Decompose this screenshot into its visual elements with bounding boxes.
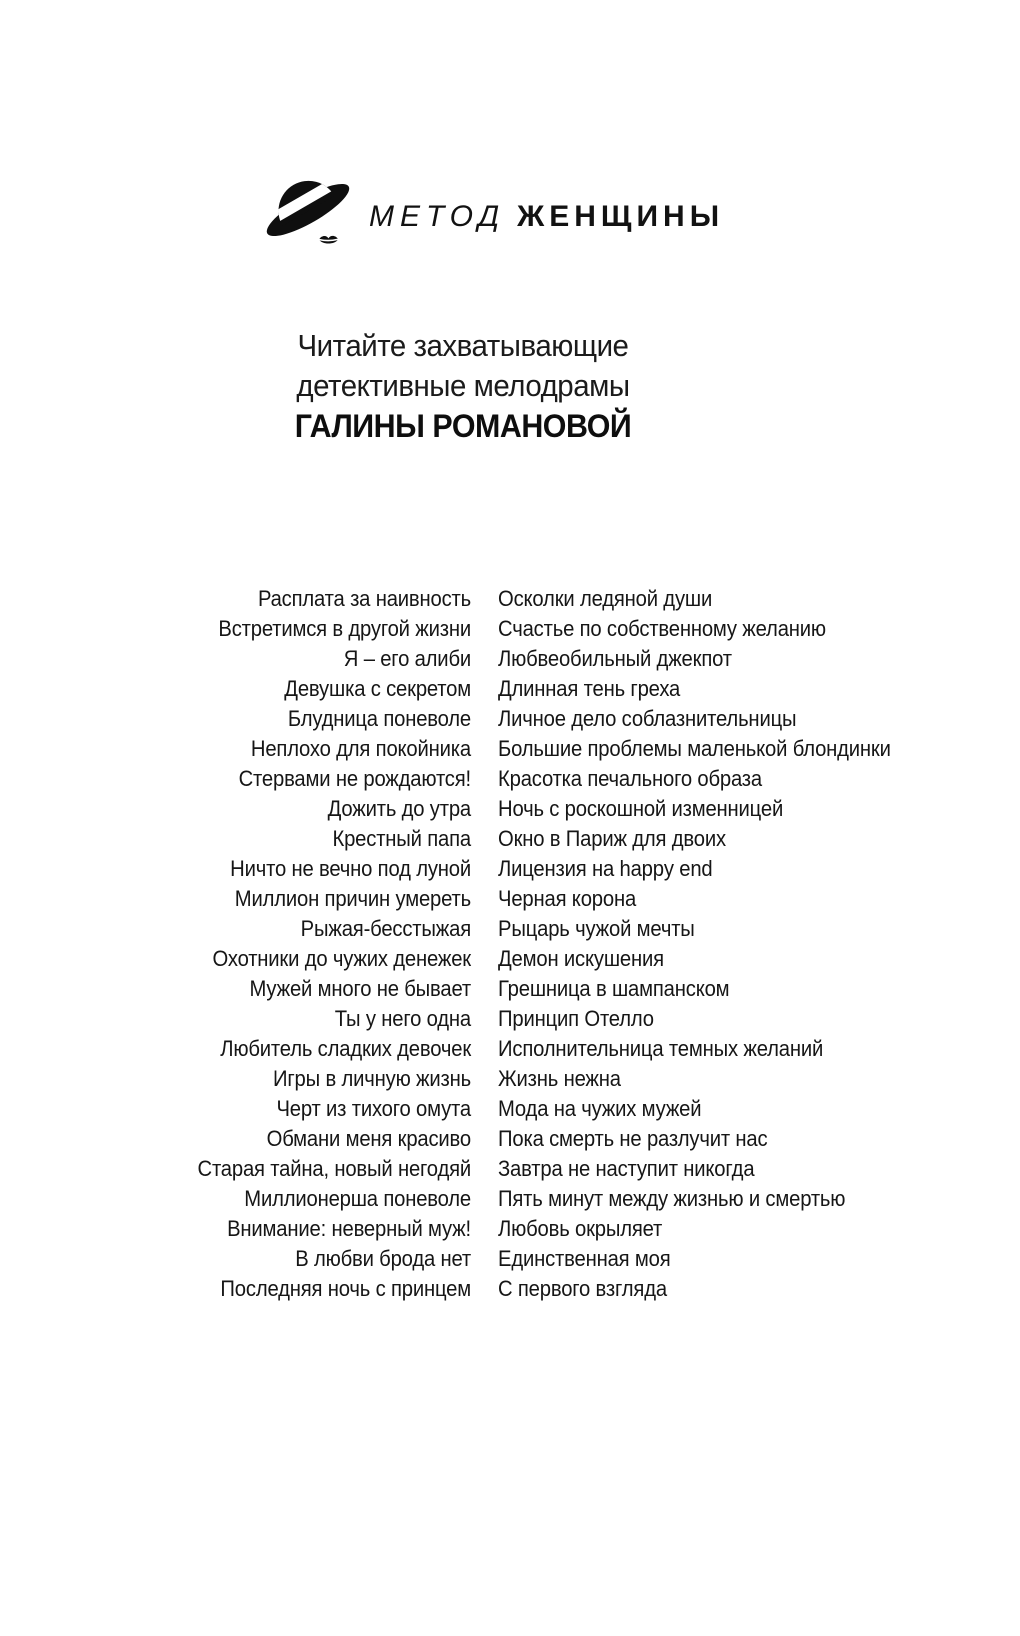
book-title: Любвеобильный джекпот — [498, 646, 732, 671]
book-title: Счастье по собственному желанию — [498, 616, 826, 641]
book-title: Принцип Отелло — [498, 1006, 654, 1031]
book-title: Красотка печального образа — [498, 766, 762, 791]
book-title: Охотники до чужих денежек — [212, 946, 472, 971]
book-title: С первого взгляда — [498, 1276, 667, 1301]
book-title: Блудница поневоле — [287, 706, 471, 731]
hat-and-lips-icon — [262, 168, 358, 252]
book-title: Завтра не наступит никогда — [498, 1156, 755, 1181]
book-title: Крестный папа — [332, 826, 471, 851]
book-title: Пока смерть не разлучит нас — [498, 1126, 768, 1151]
intro-line-2: детективные мелодрамы — [296, 368, 630, 403]
book-title: Исполнительница темных желаний — [498, 1036, 824, 1061]
book-title: Неплохо для покойника — [250, 736, 471, 761]
book-title: Я – его алиби — [343, 646, 471, 671]
logo-brand-text — [369, 201, 724, 233]
book-title: Стервами не рождаются! — [238, 766, 471, 791]
book-title: Встретимся в другой жизни — [218, 616, 471, 641]
book-title: Внимание: неверный муж! — [227, 1216, 471, 1241]
book-title: В любви брода нет — [295, 1246, 471, 1271]
brand-word-metod: МЕТОД — [369, 200, 506, 233]
book-title: Длинная тень греха — [498, 676, 681, 701]
book-title: Грешница в шампанском — [498, 976, 730, 1001]
brand-word-zhenshchiny: ЖЕНЩИНЫ — [517, 200, 725, 233]
author-name: ГАЛИНЫ РОМАНОВОЙ — [294, 408, 632, 444]
lips-icon — [319, 236, 338, 244]
book-title: Старая тайна, новый негодяй — [197, 1156, 471, 1181]
book-title: Единственная моя — [498, 1246, 671, 1271]
book-title: Осколки ледяной души — [498, 586, 713, 611]
book-title: Мода на чужих мужей — [498, 1096, 702, 1121]
book-title: Дожить до утра — [327, 796, 471, 821]
book-title: Любитель сладких девочек — [220, 1036, 471, 1061]
book-title: Последняя ночь с принцем — [220, 1276, 471, 1301]
book-title: Мужей много не бывает — [249, 976, 471, 1001]
book-title: Демон искушения — [498, 946, 664, 971]
book-title: Расплата за наивность — [257, 586, 471, 611]
book-list-right-column — [498, 584, 921, 1304]
book-title: Рыцарь чужой мечты — [498, 916, 695, 941]
book-title: Игры в личную жизнь — [272, 1066, 471, 1091]
intro-blurb — [272, 326, 654, 446]
book-title: Рыжая-бесстыжая — [300, 916, 471, 941]
book-title: Ничто не вечно под луной — [230, 856, 471, 881]
book-title: Ты у него одна — [334, 1006, 471, 1031]
book-title: Пять минут между жизнью и смертью — [498, 1186, 846, 1211]
book-title: Черная корона — [498, 886, 637, 911]
book-title: Жизнь нежна — [498, 1066, 621, 1091]
book-title: Окно в Париж для двоих — [498, 826, 726, 851]
book-title: Личное дело соблазнительницы — [498, 706, 797, 731]
book-title: Большие проблемы маленькой блондинки — [498, 736, 891, 761]
book-list-left-column — [47, 584, 471, 1304]
book-title: Лицензия на happy end — [498, 856, 713, 881]
book-title: Миллион причин умереть — [234, 886, 471, 911]
book-title: Обмани меня красиво — [266, 1126, 471, 1151]
book-title: Миллионерша поневоле — [244, 1186, 471, 1211]
book-title: Черт из тихого омута — [276, 1096, 471, 1121]
book-title: Девушка с секретом — [284, 676, 471, 701]
book-title: Любовь окрыляет — [498, 1216, 663, 1241]
intro-line-1: Читайте захватывающие — [297, 328, 629, 363]
book-title: Ночь с роскошной изменницей — [498, 796, 784, 821]
